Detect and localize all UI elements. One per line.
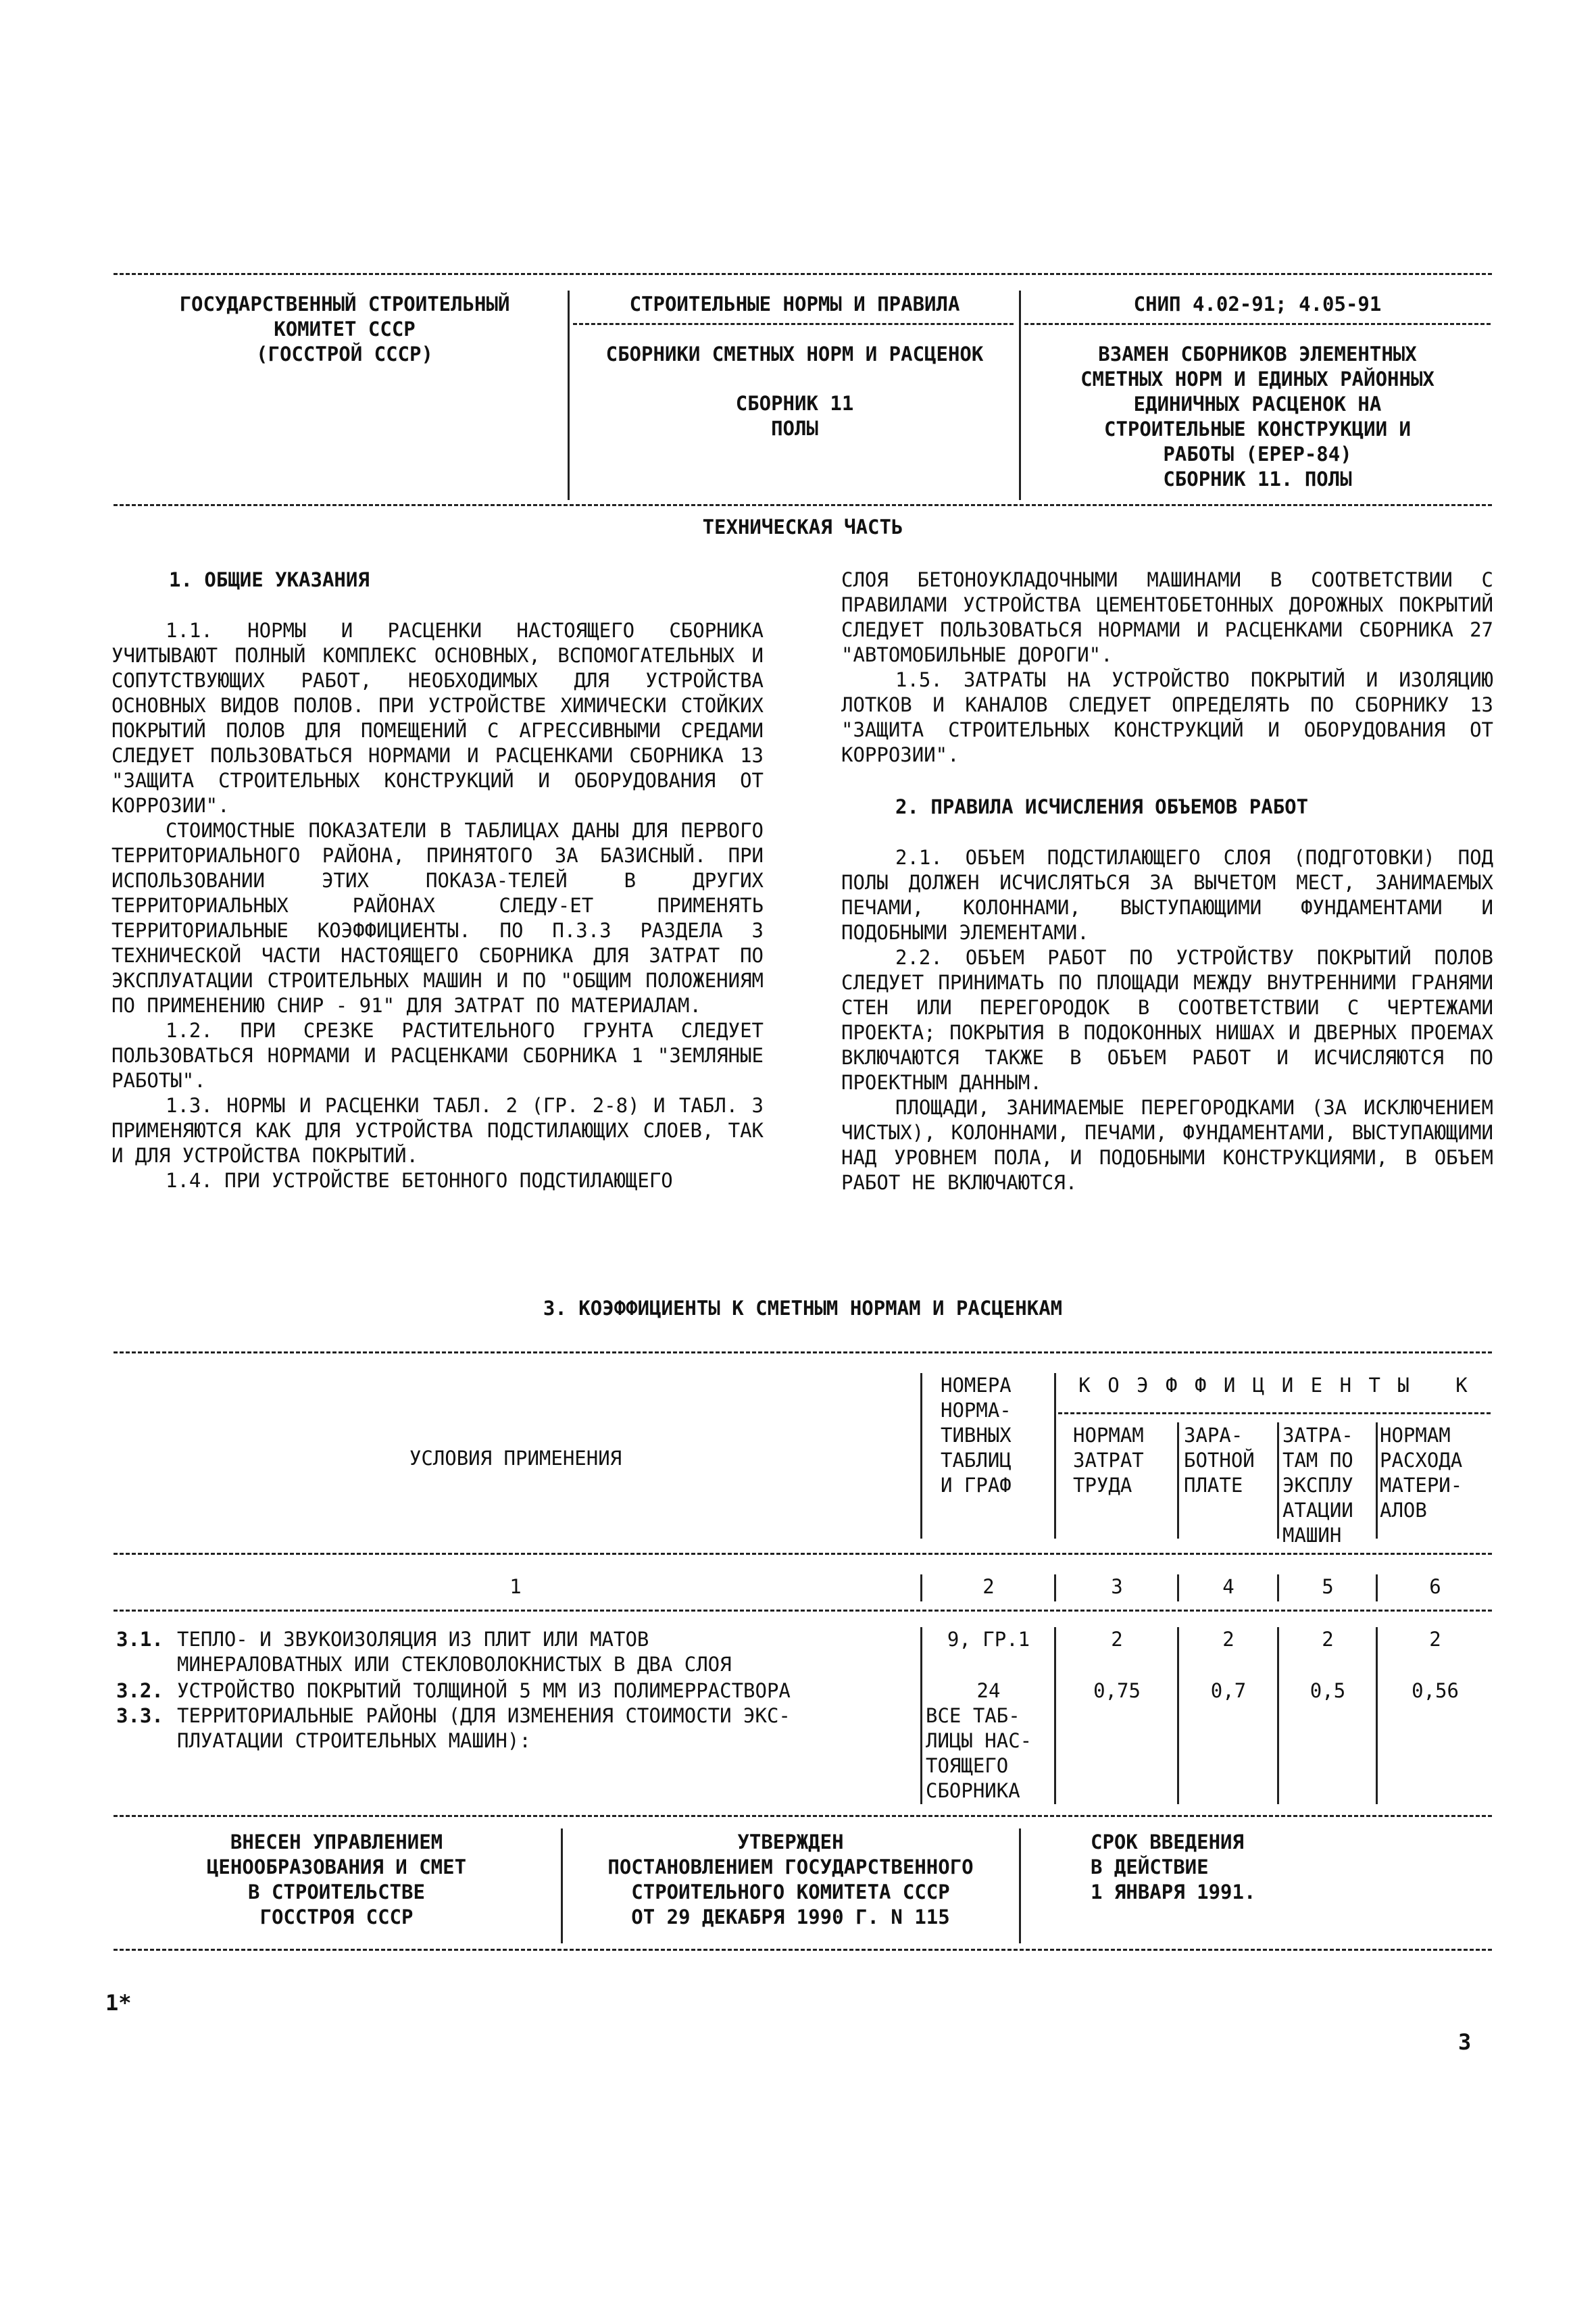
- table-header-numbers: НОМЕРА НОРМА- ТИВНЫХ ТАБЛИЦ И ГРАФ: [941, 1374, 1012, 1497]
- table-colnum-5: 5: [1322, 1575, 1334, 1598]
- table-num-divider-1: [920, 1574, 922, 1601]
- paragraph-1-2: 1.2. ПРИ СРЕЗКЕ РАСТИТЕЛЬНОГО ГРУНТА СЛЕДУЕТ ПОЛЬЗОВАТЬСЯ НОРМАМИ И РАСЦЕНКАМИ СБОРНИКА 1 "ЗЕМЛЯНЫЕ РАБОТЫ".: [111, 1019, 764, 1092]
- header-issuer: ГОСУДАРСТВЕННЫЙ СТРОИТЕЛЬНЫЙ КОМИТЕТ СССР (ГОССТРОЙ СССР): [179, 293, 510, 366]
- row-ref: ВСЕ ТАБ- ЛИЦЫ НАС- ТОЯЩЕГО СБОРНИКА: [926, 1704, 1032, 1802]
- header-replaces: ВЗАМЕН СБОРНИКОВ ЭЛЕМЕНТНЫХ СМЕТНЫХ НОРМ И ЕДИНЫХ РАЙОННЫХ ЕДИНИЧНЫХ РАСЦЕНОК НА СТРОИТЕЛЬНЫЕ КОНСТРУКЦИИ И РАБОТЫ (ЕРЕР-84) СБОРНИК 11. ПОЛЫ: [1080, 343, 1435, 491]
- table-col-divider-1: [920, 1373, 922, 1539]
- row-coef-machines: 2: [1322, 1628, 1334, 1651]
- row-ref: 9, ГР.1: [947, 1628, 1030, 1651]
- row-condition: ТЕПЛО- И ЗВУКОИЗОЛЯЦИЯ ИЗ ПЛИТ ИЛИ МАТОВ МИНЕРАЛОВАТНЫХ ИЛИ СТЕКЛОВОЛОКНИСТЫХ В ДВА СЛОЯ: [177, 1628, 732, 1676]
- footer-submitted-by: ВНЕСЕН УПРАВЛЕНИЕМ ЦЕНООБРАЗОВАНИЯ И СМЕТ В СТРОИТЕЛЬСТВЕ ГОССТРОЯ СССР: [206, 1831, 467, 1928]
- table-col-divider-2: [1054, 1373, 1056, 1539]
- table-body-divider-5: [1376, 1627, 1378, 1804]
- page-title: ТЕХНИЧЕСКАЯ ЧАСТЬ: [702, 516, 903, 539]
- paragraph-2-1: 2.1. ОБЪЕМ ПОДСТИЛАЮЩЕГО СЛОЯ (ПОДГОТОВКИ) ПОД ПОЛЫ ДОЛЖЕН ИСЧИСЛЯТЬСЯ ЗА ВЫЧЕТОМ МЕСТ, ЗАНИМАЕМЫХ ПЕЧАМИ, КОЛОННАМИ, ВЫСТУПАЮЩИМИ ФУНДАМЕНТАМИ И ПОДОБНЫМИ ЭЛЕМЕНТАМИ.: [841, 846, 1493, 944]
- header-right-rule: [1024, 323, 1491, 325]
- header-mid-rule: [573, 323, 1014, 325]
- table-body-divider-3: [1177, 1627, 1179, 1804]
- paragraph-1-1: 1.1. НОРМЫ И РАСЦЕНКИ НАСТОЯЩЕГО СБОРНИКА УЧИТЫВАЮТ ПОЛНЫЙ КОМПЛЕКС ОСНОВНЫХ, ВСПОМОГАТЕЛЬНЫХ И СОПУТСТВУЮЩИХ РАБОТ, НЕОБХОДИМЫХ ДЛЯ УСТРОЙСТВА ОСНОВНЫХ ВИДОВ ПОЛОВ. ПРИ УСТРОЙСТВЕ ХИМИЧЕСКИ СТОЙКИХ ПОКРЫТИЙ ПОЛОВ ДЛЯ ПОМЕЩЕНИЙ С АГРЕССИВНЫМИ СРЕДАМИ СЛЕДУЕТ ПОЛЬЗОВАТЬСЯ НОРМАМИ И РАСЦЕНКАМИ СБОРНИКА 13 "ЗАЩИТА СТРОИТЕЛЬНЫХ КОНСТРУКЦИЙ И ОБОРУДОВАНИЯ ОТ КОРРОЗИИ".: [111, 619, 764, 817]
- table-body-divider-4: [1277, 1627, 1279, 1804]
- header-doc-type: СТРОИТЕЛЬНЫЕ НОРМЫ И ПРАВИЛА: [629, 293, 960, 316]
- section-1-body-right: [841, 568, 1493, 768]
- row-coef-labor: 0,75: [1093, 1679, 1141, 1702]
- table-num-divider-5: [1376, 1574, 1378, 1601]
- row-number: 3.2.: [116, 1679, 164, 1702]
- table-header-materials: НОРМАМ РАСХОДА МАТЕРИ- АЛОВ: [1380, 1424, 1463, 1522]
- section-2-heading: 2. ПРАВИЛА ИСЧИСЛЕНИЯ ОБЪЕМОВ РАБОТ: [895, 795, 1309, 818]
- paragraph-2-2-areas: ПЛОЩАДИ, ЗАНИМАЕМЫЕ ПЕРЕГОРОДКАМИ (ЗА ИСКЛЮЧЕНИЕМ ЧИСТЫХ), КОЛОННАМИ, ПЕЧАМИ, ФУНДАМЕНТАМИ, ВЫСТУПАЮЩИМИ НАД УРОВНЕМ ПОЛА, И ПОДОБНЫМИ КОНСТРУКЦИЯМИ, В ОБЪЕМ РАБОТ НЕ ВКЛЮЧАЮТСЯ.: [841, 1096, 1493, 1194]
- table-col-divider-3: [1177, 1422, 1179, 1539]
- table-num-divider-3: [1177, 1574, 1179, 1601]
- row-condition: ТЕРРИТОРИАЛЬНЫЕ РАЙОНЫ (ДЛЯ ИЗМЕНЕНИЯ СТОИМОСТИ ЭКС- ПЛУАТАЦИИ СТРОИТЕЛЬНЫХ МАШИН):: [177, 1704, 791, 1752]
- row-condition: УСТРОЙСТВО ПОКРЫТИЙ ТОЛЩИНОЙ 5 ММ ИЗ ПОЛИМЕРРАСТВОРА: [177, 1679, 791, 1702]
- header-divider-1: [568, 291, 570, 500]
- paragraph-1-4: 1.4. ПРИ УСТРОЙСТВЕ БЕТОННОГО ПОДСТИЛАЮЩЕГО: [166, 1169, 673, 1192]
- paragraph-2-2: 2.2. ОБЪЕМ РАБОТ ПО УСТРОЙСТВУ ПОКРЫТИЙ ПОЛОВ СЛЕДУЕТ ПРИНИМАТЬ ПО ПЛОЩАДИ МЕЖДУ ВНУТРЕННИМИ ГРАНЯМИ СТЕН ИЛИ ПЕРЕГОРОДОК В СООТВЕТСТВИИ С ЧЕРТЕЖАМИ ПРОЕКТА; ПОКРЫТИЯ В ПОДОКОННЫХ НИШАХ И ДВЕРНЫХ ПРОЕМАХ ВКЛЮЧАЮТСЯ ТАКЖЕ В ОБЪЕМ РАБОТ И ИСЧИСЛЯЮТСЯ ПО ПРОЕКТНЫМ ДАННЫМ.: [841, 946, 1493, 1094]
- footer-effective-date: СРОК ВВЕДЕНИЯ В ДЕЙСТВИЕ 1 ЯНВАРЯ 1991.: [1091, 1831, 1256, 1903]
- table-header-coefficients: К О Э Ф Ф И Ц И Е Н Т Ы К: [1078, 1374, 1470, 1397]
- row-coef-materials: 0,56: [1412, 1679, 1459, 1702]
- table-colnum-1: 1: [509, 1575, 522, 1598]
- row-coef-labor: 2: [1111, 1628, 1123, 1651]
- header-collection: СБОРНИКИ СМЕТНЫХ НОРМ И РАСЦЕНОК СБОРНИК 11 ПОЛЫ: [605, 343, 984, 440]
- row-number: 3.1.: [116, 1628, 164, 1651]
- footer-divider-2: [1019, 1828, 1021, 1943]
- table-body-divider-1: [920, 1627, 922, 1804]
- table-colnum-4: 4: [1222, 1575, 1235, 1598]
- table-num-divider-2: [1054, 1574, 1056, 1601]
- table-header-machines: ЗАТРА- ТАМ ПО ЭКСПЛУ АТАЦИИ МАШИН: [1282, 1424, 1353, 1547]
- table-header-coef-rule: [1058, 1412, 1491, 1414]
- page-number: 3: [1458, 2029, 1472, 2055]
- table-top-rule: [114, 1351, 1492, 1353]
- table-colnum-3: 3: [1111, 1575, 1123, 1598]
- row-ref: 24: [976, 1679, 1001, 1702]
- table-header-labor: НОРМАМ ЗАТРАТ ТРУДА: [1073, 1424, 1144, 1497]
- section-2-body: [841, 845, 1493, 1195]
- paragraph-1-4-cont: СЛОЯ БЕТОНОУКЛАДОЧНЫМИ МАШИНАМИ В СООТВЕТСТВИИ С ПРАВИЛАМИ УСТРОЙСТВА ЦЕМЕНТОБЕТОННЫХ ДОРОЖНЫХ ПОКРЫТИЙ СЛЕДУЕТ ПОЛЬЗОВАТЬСЯ НОРМАМИ И РАСЦЕНКАМИ СБОРНИКА 27 "АВТОМОБИЛЬНЫЕ ДОРОГИ".: [841, 568, 1493, 666]
- paragraph-1-1-cost: СТОИМОСТНЫЕ ПОКАЗАТЕЛИ В ТАБЛИЦАХ ДАНЫ ДЛЯ ПЕРВОГО ТЕРРИТОРИАЛЬНОГО РАЙОНА, ПРИНЯТОГО ЗА БАЗИСНЫЙ. ПРИ ИСПОЛЬЗОВАНИИ ЭТИХ ПОКАЗА-ТЕЛЕЙ В ДРУГИХ ТЕРРИТОРИАЛЬНЫХ РАЙОНАХ СЛЕДУ-ЕТ ПРИМЕНЯТЬ ТЕРРИТОРИАЛЬНЫЕ КОЭФФИЦИЕНТЫ. ПО П.3.3 РАЗДЕЛА 3 ТЕХНИЧЕСКОЙ ЧАСТИ НАСТОЯЩЕГО СБОРНИКА ДЛЯ ЗАТРАТ ПО ЭКСПЛУАТАЦИИ СТРОИТЕЛЬНЫХ МАШИН И ПО "ОБЩИМ ПОЛОЖЕНИЯМ ПО ПРИМЕНЕНИЮ СНИР - 91" ДЛЯ ЗАТРАТ ПО МАТЕРИАЛАМ.: [111, 819, 764, 1017]
- paragraph-1-5: 1.5. ЗАТРАТЫ НА УСТРОЙСТВО ПОКРЫТИЙ И ИЗОЛЯЦИЮ ЛОТКОВ И КАНАЛОВ СЛЕДУЕТ ОПРЕДЕЛЯТЬ ПО СБОРНИКУ 13 "ЗАЩИТА СТРОИТЕЛЬНЫХ КОНСТРУКЦИЙ И ОБОРУДОВАНИЯ ОТ КОРРОЗИИ".: [841, 668, 1493, 766]
- section-1-heading: 1. ОБЩИЕ УКАЗАНИЯ: [169, 568, 370, 591]
- section-1-body-left: [111, 618, 764, 1193]
- row-coef-materials: 2: [1429, 1628, 1441, 1651]
- table-colnum-rule: [114, 1610, 1492, 1612]
- footer-approved-by: УТВЕРЖДЕН ПОСТАНОВЛЕНИЕМ ГОСУДАРСТВЕННОГО СТРОИТЕЛЬНОГО КОМИТЕТА СССР ОТ 29 ДЕКАБРЯ 1990 Г. N 115: [607, 1831, 974, 1928]
- footer-divider-1: [561, 1828, 563, 1943]
- header-top-rule: [114, 273, 1492, 275]
- paragraph-1-3: 1.3. НОРМЫ И РАСЦЕНКИ ТАБЛ. 2 (ГР. 2-8) И ТАБЛ. 3 ПРИМЕНЯЮТСЯ КАК ДЛЯ УСТРОЙСТВА ПОДСТИЛАЮЩИХ СЛОЕВ, ТАК И ДЛЯ УСТРОЙСТВА ПОКРЫТИЙ.: [111, 1094, 764, 1167]
- row-coef-machines: 0,5: [1310, 1679, 1346, 1702]
- table-col-divider-5: [1376, 1422, 1378, 1539]
- table-num-divider-4: [1277, 1574, 1279, 1601]
- table-header-conditions: УСЛОВИЯ ПРИМЕНЕНИЯ: [409, 1447, 622, 1470]
- row-number: 3.3.: [116, 1704, 164, 1727]
- table-body-divider-2: [1054, 1627, 1056, 1804]
- header-bottom-rule: [114, 504, 1492, 506]
- table-bottom-rule: [114, 1815, 1492, 1817]
- table-colnum-6: 6: [1429, 1575, 1441, 1598]
- section-3-heading: 3. КОЭФФИЦИЕНТЫ К СМЕТНЫМ НОРМАМ И РАСЦЕНКАМ: [543, 1297, 1063, 1320]
- row-coef-wage: 0,7: [1210, 1679, 1247, 1702]
- table-header-rule: [114, 1553, 1492, 1555]
- header-divider-2: [1019, 291, 1021, 500]
- table-header-wage: ЗАРА- БОТНОЙ ПЛАТЕ: [1184, 1424, 1255, 1497]
- row-coef-wage: 2: [1222, 1628, 1235, 1651]
- footer-bottom-rule: [114, 1949, 1492, 1951]
- table-col-divider-4: [1277, 1422, 1279, 1539]
- page-mark: 1*: [105, 1990, 132, 2016]
- header-code: СНИП 4.02-91; 4.05-91: [1133, 293, 1382, 316]
- table-colnum-2: 2: [982, 1575, 995, 1598]
